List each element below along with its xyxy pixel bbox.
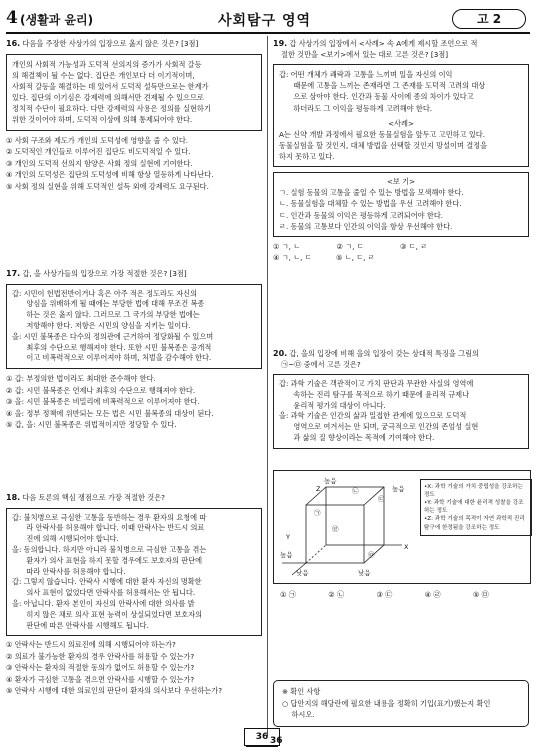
column-divider xyxy=(267,36,268,736)
figure-legend: •X: 과학 기술의 가치 중립성을 강조하는 정도 •Y: 과학 기술에 대한 윤리적 성찰을 강조하는 정도 •Z: 과학 기술의 목적이 자연 과학적 진리 탐구에 한정됨을 강조하는 정도 xyxy=(420,479,532,536)
question-19-bogi: <보 기> ㄱ. 실험 동물의 고통을 줄일 수 있는 방법을 모색해야 한다. ㄴ. 동물실험을 대체할 수 있는 방법을 우선 고려해야 한다. ㄷ. 인간과 동물의 이익은 평등하게 고려되어야 한다. ㄹ. 동물의 고통보다 인간의 이익을 항상 우선해야 한다. xyxy=(273,172,529,237)
axis-x-label: X xyxy=(404,543,409,551)
option-4[interactable]: ④ ㉣ xyxy=(424,590,441,599)
option-5[interactable]: ⑤ 갑, 을: 시민 불복종은 위법적이지만 정당할 수 있다. xyxy=(6,420,177,430)
option-4[interactable]: ④ 개인의 도덕성은 집단의 도덕성에 비해 항상 열등하게 나타난다. xyxy=(6,170,214,180)
notice-title: ※ 확인 사항 xyxy=(282,687,321,696)
question-20-figure xyxy=(273,470,531,584)
option-3[interactable]: ③ ㄷ, ㄹ xyxy=(399,241,428,251)
option-3[interactable]: ③ 개인의 도덕적 선의지 함양은 사회 정의 실현에 기여한다. xyxy=(6,158,193,168)
question-17-dialogue: 갑: 시민이 헌법전반이거나 혹은 아주 적은 정도라도 자신의 양심을 위배하게 될 때에는 부당한 법에 대해 무조건 복종 하는 것은 옳지 않다. 그러므로 그 국가의 부당한 법에는 저항해야 한다. 저항은 시민의 양심을 지키는 일이다. 을: 시민 불복종은 다수의 정의관에 근거하여 정당화될 수 있으며 최후의 수단으로 행해져야 한다. 또한 시민 불복종은 공개적 이고 비폭력적으로 이루어져야 하며, 처벌을 감수해야 한다. xyxy=(6,284,262,370)
option-2[interactable]: ② 갑: 시민 불복종은 언제나 최후의 수단으로 행해져야 한다. xyxy=(6,385,196,395)
question-16-stem: 16. 다음을 주장한 사상가의 입장으로 옳지 않은 것은? [3점] xyxy=(6,39,199,48)
point-4: ㉣ xyxy=(332,525,339,533)
option-1[interactable]: ① 안락사는 반드시 의료진에 의해 시행되어야 하는가? xyxy=(6,640,176,650)
option-5[interactable]: ⑤ ㉤ xyxy=(472,590,489,599)
confirmation-notice: ※ 확인 사항 ○ 답안지의 해당란에 필요한 내용을 정확히 기입(표기)했는지 확인 하시오. xyxy=(273,680,529,727)
question-18-options xyxy=(6,639,262,697)
question-19 xyxy=(273,38,529,264)
question-19-passage: 갑: 어떤 개체가 쾌락과 고통을 느끼며 일을 자신의 이익 때문에 고통을 느끼는 존재라면 그 존재를 도덕적 고려의 대상 으로 삼아야 한다. 인간과 동물 사이에 종의 차이가 있다고 하더라도 그 이익을 평등하게 고려해야 한다. <사례> A는 신약 개발 과정에서 필요한 동물실험을 앞두고 고민하고 있다. 동물실험을 할 것인지, 대체 방법을 선택할 것인지 망설이며 결정을 하지 못하고 있다. xyxy=(273,64,529,167)
question-18-dialogue: 갑: 불치병으로 극심한 고통을 동반하는 경우 환자의 요청에 따 라 안락사를 허용해야 합니다. 이때 안락사는 반드시 의료 진에 의해 시행되어야 합니다. 을: 동의합니다. 하지만 아니라 불치병으로 극심한 고통을 겪는 환자가 의사 표현을 하지 못할 경우에도 보호자의 판단에 따라 안락사를 허용해야 합니다. 갑: 그렇지 않습니다. 안락사 시행에 대한 환자 자신의 명확한 의사 표현이 없었다면 안락사를 허용해서는 안 됩니다. 을: 아닙니다. 환자 본인이 자신의 안락사에 대한 의사를 밝 히지 않은 채로 의사 표현 능력이 상실되었다면 보호자의 판단에 따른 안락사를 시행해도 됩니다. xyxy=(6,508,262,637)
question-18 xyxy=(6,492,262,697)
exam-title: 사회탐구 영역 xyxy=(218,13,312,29)
question-20-dialogue: 갑: 과학 기술은 객관적이고 가치 판단과 무관한 사실의 영역에 속하는 진리 탐구를 목적으로 하기 때문에 윤리적 규제나 윤리적 평가의 대상이 아니다. 을: 과학 기술은 인간의 삶과 밀접한 관계에 있으므로 도덕적 영역으로 여겨서는 안 되며, 궁극적으로 인간의 존엄성 실현 과 삶의 질 향상이라는 목적에 기여해야 한다. xyxy=(273,374,529,449)
point-5: ㉤ xyxy=(368,551,375,559)
option-3[interactable]: ③ ㉢ xyxy=(376,590,393,599)
question-16 xyxy=(6,38,262,192)
option-1[interactable]: ① 갑: 부정의한 법이라도 최대한 준수해야 한다. xyxy=(6,374,156,384)
option-5[interactable]: ⑤ ㄴ, ㄷ, ㄹ xyxy=(336,253,375,263)
axis-low-label: 낮음 xyxy=(296,569,309,577)
axis-high-label: 높음 xyxy=(280,551,293,559)
option-1[interactable]: ① ㄱ, ㄴ xyxy=(273,241,301,251)
question-17-stem: 17. 갑, 을 사상가들의 입장으로 가장 적절한 것은? [3점] xyxy=(6,269,187,278)
question-19-options xyxy=(273,241,529,264)
question-16-passage: 개인의 사회적 가능성과 도덕적 선의지의 증가가 사회적 갈등 의 해결책이 될 수는 없다. 집단은 개인보다 더 이기적이며, 사회적 갈등을 해결하는 데 있어서 도덕적 설득만으로는 한계가 있다. 집단의 이기심은 강제력에 의해서만 견제될 수 있으므로 정치적 수단이 필요하다. 다만 강제력의 사용은 정의를 실현하기 위한 것이어야 하며, 도덕적 이상에 의해 통제되어야 한다. xyxy=(6,54,262,131)
option-3[interactable]: ③ 안락사는 환자의 적절한 동의가 없어도 허용할 수 있는가? xyxy=(6,663,195,673)
option-4[interactable]: ④ 을: 정부 정책에 위반되는 모든 법은 시민 불복종의 대상이 된다. xyxy=(6,408,214,418)
axis-y-label: Y xyxy=(286,533,290,541)
option-2[interactable]: ② 의료가 불가능한 환자의 경우 안락사를 허용할 수 있는가? xyxy=(6,651,195,661)
axis-high-label: 높음 xyxy=(392,485,405,493)
header-rule xyxy=(6,32,530,34)
point-1: ㉠ xyxy=(314,509,321,517)
option-4[interactable]: ④ ㄱ, ㄴ, ㄷ xyxy=(273,253,312,263)
option-4[interactable]: ④ 환자가 극심한 고통을 겪으면 안락사를 시행할 수 있는가? xyxy=(6,674,195,684)
point-2: ㉡ xyxy=(352,487,359,495)
footer-rule xyxy=(246,746,278,747)
option-5[interactable]: ⑤ 안락사 시행에 대한 의료인의 판단이 환자의 의사보다 우선하는가? xyxy=(6,686,223,696)
axis-high-label: 높음 xyxy=(324,477,337,485)
axis-low-label: 낮음 xyxy=(358,569,371,577)
option-3[interactable]: ③ 을: 시민 불복종은 비밀리에 비폭력적으로 이루어져야 한다. xyxy=(6,397,200,407)
question-20-options xyxy=(280,590,519,600)
option-1[interactable]: ① ㉠ xyxy=(280,590,296,599)
point-3: ㉢ xyxy=(378,495,385,503)
option-2[interactable]: ② 도덕적인 개인들로 이루어진 집단도 비도덕적일 수 있다. xyxy=(6,147,191,157)
option-5[interactable]: ⑤ 사회 정의 실현을 위해 도덕적인 설득 외에 강제력도 요구된다. xyxy=(6,181,209,191)
question-16-options xyxy=(6,135,262,193)
subject-label: (생활과 윤리) xyxy=(20,13,94,27)
grade-badge: 고 2 xyxy=(452,9,526,29)
question-17 xyxy=(6,268,262,431)
bogi-title: <보 기> xyxy=(386,177,416,187)
question-20 xyxy=(273,348,529,449)
page-number: 4 xyxy=(6,8,18,28)
question-20-stem: 20. 갑, 을의 입장에 비해 을의 입장이 갖는 상대적 특징을 그림의 ㉠~㉤ 중에서 고른 것은? xyxy=(273,349,479,369)
axis-z-label: Z xyxy=(316,485,321,493)
option-2[interactable]: ② ㉡ xyxy=(328,590,345,599)
case-title: <사례> xyxy=(388,118,414,128)
question-18-stem: 18. 다음 토론의 핵심 쟁점으로 가장 적절한 것은? xyxy=(6,493,165,502)
question-19-stem: 19. 갑 사상가의 입장에서 <사례> 속 A에게 제시할 조언으로 적 절한 것만을 <보기>에서 있는 대로 고른 것은? [3점] xyxy=(273,39,478,59)
page-indicator: 36 xyxy=(244,728,280,746)
option-2[interactable]: ② ㄱ, ㄷ xyxy=(336,241,364,251)
page-total: 36 xyxy=(270,736,283,746)
option-1[interactable]: ① 사회 구조와 제도가 개인의 도덕성에 영향을 줄 수 있다. xyxy=(6,135,189,145)
question-17-options xyxy=(6,373,262,431)
